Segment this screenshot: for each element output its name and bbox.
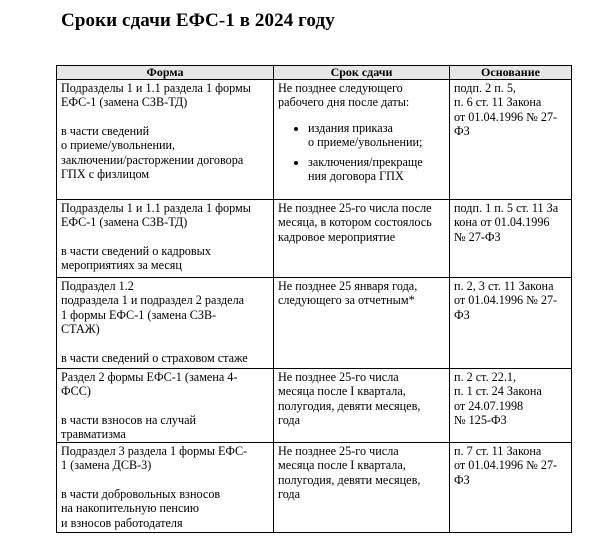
- table-header-row: [57, 66, 572, 80]
- form-line: Подраздел 1.2: [61, 279, 134, 293]
- bullet-line: о приеме/увольнении;: [308, 135, 423, 150]
- cell-basis: [450, 80, 572, 200]
- form-line: Подраздел 3 раздела 1 формы ЕФС-: [61, 444, 248, 458]
- form-detail-line: в части взносов на случай: [61, 412, 197, 427]
- form-detail-line: в части сведений: [61, 123, 150, 138]
- cell-form: [57, 200, 274, 278]
- deadline-line: месяца, в котором состоялось: [278, 215, 432, 230]
- deadline-line: Не позднее 25 января года,: [278, 279, 418, 293]
- form-line: ЕФС-1 (замена СЗВ-ТД): [61, 95, 188, 110]
- bullet-line: ния договора ГПХ: [308, 169, 404, 184]
- basis-line: подп. 1 п. 5 ст. 11 За: [454, 201, 559, 215]
- deadline-bullet: [308, 121, 446, 150]
- deadline-line: Не позднее 25-го числа: [278, 370, 399, 384]
- form-line: Раздел 2 формы ЕФС-1 (замена 4-: [61, 370, 238, 384]
- header-form: Форма: [57, 66, 274, 80]
- basis-line: п. 2 ст. 22.1,: [454, 370, 517, 384]
- bullet-line: • заключения/прекраще: [308, 154, 423, 169]
- form-detail-line: ГПХ с физлицом: [61, 167, 150, 182]
- deadline-line: рабочего дня после даты:: [278, 95, 410, 110]
- deadline-line: полугодия, девяти месяцев,: [278, 398, 421, 413]
- basis-line: п. 7 ст. 11 Закона: [454, 444, 542, 458]
- cell-form: [57, 369, 274, 443]
- form-line: ЕФС-1 (замена СЗВ-ТД): [61, 215, 188, 230]
- table-row: [57, 278, 572, 369]
- form-line: ФСС): [61, 384, 91, 399]
- basis-line: от 01.04.1996 № 27-: [454, 109, 558, 124]
- cell-form: [57, 80, 274, 200]
- table-row: [57, 443, 572, 533]
- cell-form: [57, 278, 274, 369]
- cell-form: [57, 443, 274, 533]
- deadline-bullet-list: [278, 121, 446, 184]
- basis-line: от 24.07.1998: [454, 398, 524, 413]
- form-line: СТАЖ): [61, 322, 100, 337]
- header-deadline: Срок сдачи: [274, 66, 450, 80]
- basis-line: ФЗ: [454, 124, 470, 139]
- cell-basis: [450, 278, 572, 369]
- header-basis: Основание: [450, 66, 572, 80]
- table-row: [57, 80, 572, 200]
- basis-line: № 125-ФЗ: [454, 413, 507, 428]
- basis-line: п. 6 ст. 11 Закона: [454, 95, 542, 110]
- deadlines-table: [56, 65, 572, 533]
- basis-line: подп. 2 п. 5,: [454, 81, 516, 95]
- form-line: подраздела 1 и подраздел 2 раздела: [61, 293, 245, 308]
- form-detail-line: мероприятиях за месяц: [61, 258, 182, 273]
- basis-line: от 01.04.1996 № 27-: [454, 458, 558, 473]
- cell-deadline: [274, 278, 450, 369]
- deadline-line: Не позднее 25-го числа: [278, 444, 399, 458]
- form-detail-line: в части сведений о кадровых: [61, 243, 211, 258]
- cell-basis: [450, 443, 572, 533]
- deadline-bullet: [308, 155, 446, 184]
- basis-line: № 27-ФЗ: [454, 229, 501, 244]
- deadline-line: кадровое мероприятие: [278, 229, 396, 244]
- cell-deadline: [274, 443, 450, 533]
- form-line: 1 формы ЕФС-1 (замена СЗВ-: [61, 307, 217, 322]
- table-row: [57, 200, 572, 278]
- deadline-line: Не позднее следующего: [278, 81, 403, 95]
- form-detail-line: на накопительную пенсию: [61, 501, 199, 516]
- bullet-line: • издания приказа: [308, 120, 393, 135]
- basis-line: п. 2, 3 ст. 11 Закона: [454, 279, 554, 293]
- form-line: 1 (замена ДСВ-3): [61, 458, 152, 473]
- cell-basis: [450, 369, 572, 443]
- form-detail-line: в части сведений о страховом стаже: [61, 350, 248, 365]
- deadline-line: месяца после I квартала,: [278, 384, 406, 399]
- basis-line: от 01.04.1996 № 27-: [454, 293, 558, 308]
- deadline-line: месяца после I квартала,: [278, 458, 406, 473]
- deadline-line: следующего за отчетным*: [278, 293, 415, 308]
- cell-deadline: [274, 369, 450, 443]
- basis-line: кона от 01.04.1996: [454, 215, 550, 230]
- page-title: Сроки сдачи ЕФС-1 в 2024 году: [61, 10, 335, 31]
- basis-line: ФЗ: [454, 307, 470, 322]
- form-detail-line: травматизма: [61, 427, 126, 442]
- basis-line: ФЗ: [454, 472, 470, 487]
- form-line: Подразделы 1 и 1.1 раздела 1 формы: [61, 81, 251, 95]
- deadline-line: Не позднее 25-го числа после: [278, 201, 432, 215]
- cell-deadline: [274, 200, 450, 278]
- form-detail-line: и взносов работодателя: [61, 515, 183, 530]
- form-detail-line: заключении/расторжении договора: [61, 152, 244, 167]
- deadline-line: полугодия, девяти месяцев,: [278, 472, 421, 487]
- cell-basis: [450, 200, 572, 278]
- deadline-line: года: [278, 413, 301, 428]
- form-line: Подразделы 1 и 1.1 раздела 1 формы: [61, 201, 251, 215]
- form-detail-line: о приеме/увольнении,: [61, 138, 176, 153]
- form-detail-line: в части добровольных взносов: [61, 486, 221, 501]
- deadline-line: года: [278, 487, 301, 502]
- table-row: [57, 369, 572, 443]
- basis-line: п. 1 ст. 24 Закона: [454, 384, 542, 399]
- cell-deadline: [274, 80, 450, 200]
